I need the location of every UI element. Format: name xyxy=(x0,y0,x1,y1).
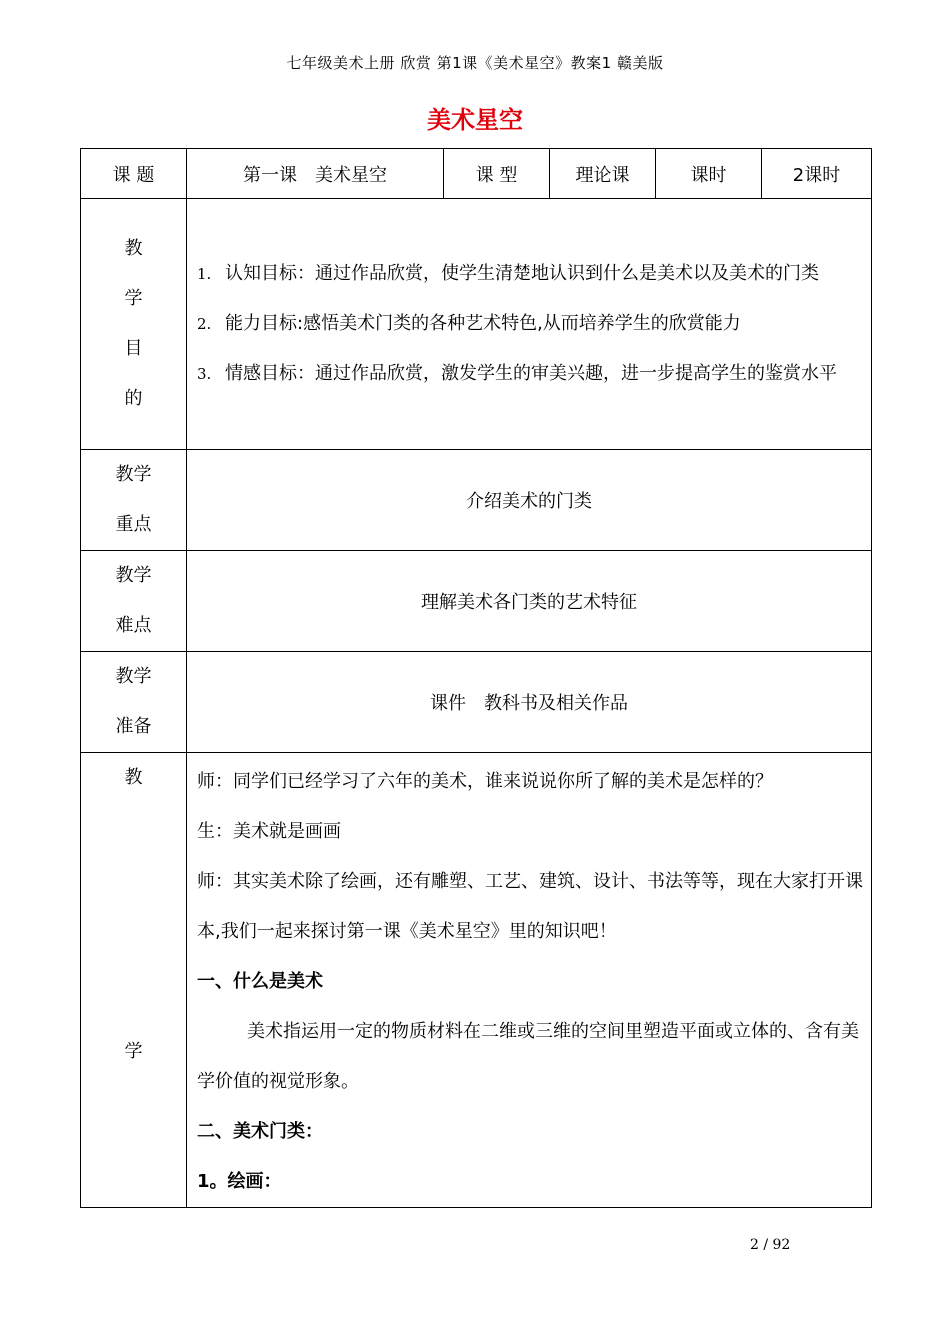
goals-label-char: 的 xyxy=(124,388,143,409)
difficulties-label: 教学 难点 xyxy=(81,551,187,652)
goal-item: 3. 情感目标：通过作品欣赏，激发学生的审美兴趣，进一步提高学生的鉴赏水平 xyxy=(197,363,837,384)
section-heading: 二、美术门类： xyxy=(197,1121,323,1142)
key-points-content: 介绍美术的门类 xyxy=(187,450,872,551)
topic-label: 课 题 xyxy=(81,149,187,199)
lesson-plan-table xyxy=(80,148,872,1208)
topic-row xyxy=(81,149,872,199)
goal-item: 1. 认知目标：通过作品欣赏，使学生清楚地认识到什么是美术以及美术的门类 xyxy=(197,263,819,284)
goals-label-char: 学 xyxy=(124,288,143,309)
topic-value: 第一课 美术星空 xyxy=(187,149,444,199)
dialogue-line: 生：美术就是画画 xyxy=(197,821,341,842)
preparation-label: 教学 准备 xyxy=(81,652,187,753)
goals-label-char: 教 xyxy=(124,238,143,259)
goals-label xyxy=(81,199,187,450)
key-points-row xyxy=(81,450,872,551)
preparation-row xyxy=(81,652,872,753)
difficulties-row xyxy=(81,551,872,652)
key-points-label: 教学 重点 xyxy=(81,450,187,551)
page-number: 2 / 92 xyxy=(750,1237,791,1253)
dialogue-line: 师：其实美术除了绘画，还有雕塑、工艺、建筑、设计、书法等等，现在大家打开课本,我们一起来探讨第一课《美术星空》里的知识吧！ xyxy=(197,871,863,942)
subsection-heading: 1。绘画： xyxy=(197,1171,282,1192)
hours-value: 2课时 xyxy=(762,149,872,199)
hours-label: 课时 xyxy=(656,149,762,199)
goals-row xyxy=(81,199,872,450)
teaching-row xyxy=(81,753,872,1208)
preparation-content: 课件 教科书及相关作品 xyxy=(187,652,872,753)
type-label: 课 型 xyxy=(444,149,550,199)
document-title: 美术星空 xyxy=(427,106,523,134)
type-value: 理论课 xyxy=(550,149,656,199)
section-body: 美术指运用一定的物质材料在二维或三维的空间里塑造平面或立体的、含有美学价值的视觉形象。 xyxy=(197,1021,859,1092)
difficulties-content: 理解美术各门类的艺术特征 xyxy=(187,551,872,652)
goal-item: 2. 能力目标:感悟美术门类的各种艺术特色,从而培养学生的欣赏能力 xyxy=(197,313,741,334)
dialogue-line: 师：同学们已经学习了六年的美术，谁来说说你所了解的美术是怎样的？ xyxy=(197,771,773,792)
page-header: 七年级美术上册 欣赏 第1课《美术星空》教案1 赣美版 xyxy=(286,54,664,72)
goals-content xyxy=(187,199,872,450)
goals-label-char: 目 xyxy=(124,338,143,359)
teaching-content xyxy=(187,753,872,1208)
section-heading: 一、什么是美术 xyxy=(197,971,323,992)
teaching-label: 教 学 xyxy=(81,753,187,1208)
